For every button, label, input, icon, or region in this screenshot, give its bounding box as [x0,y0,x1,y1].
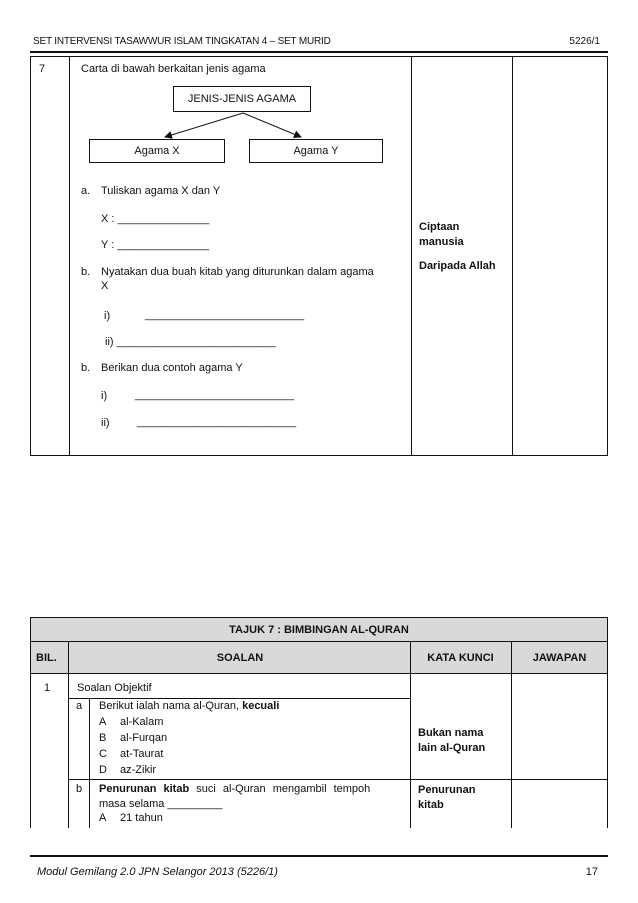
answer-line-b-i: __________________________ [145,309,305,321]
question-b-stem-line2: masa selama _________ [99,798,223,810]
column-divider [410,642,411,828]
header-jawapan: JAWAPAN [532,652,587,664]
footer-module-name: Modul Gemilang 2.0 JPN Selangor 2013 (5226/1) [37,866,278,878]
page-header-code: 5226/1 [569,36,600,47]
part-a-text: Tuliskan agama X dan Y [101,185,221,197]
question-b-label: b [76,783,83,795]
column-divider [68,642,69,828]
part-a-label: a. [81,185,91,197]
table-title: TAJUK 7 : BIMBINGAN AL-QURAN [30,618,608,642]
option-b-letter: B [99,732,107,744]
question-a-stem: Berikut ialah nama al-Quran, kecuali [99,700,280,712]
kata-kunci-line1: Ciptaan [419,221,460,233]
kata-kunci-line2: manusia [419,236,464,248]
part-b-label: b. [81,266,91,278]
answer-line-c-i: __________________________ [135,389,295,401]
tajuk-7-table [30,617,608,827]
answer-line-y: Y : _______________ [101,239,210,251]
header-soalan: SOALAN [216,652,264,664]
option-a-letter: A [99,716,107,728]
answer-line-b-ii: ii) __________________________ [105,336,276,348]
question-b-option-text: 21 tahun [120,812,163,824]
diagram-agama-x-box: Agama X [89,139,225,163]
header-kata-kunci: KATA KUNCI [427,652,494,664]
diagram-agama-y-box: Agama Y [249,139,383,163]
sub-label-divider [89,698,90,828]
header-bil: BIL. [36,652,57,664]
part-b-text-line2: X [101,280,109,292]
footer-rule [30,855,608,857]
kata-kunci-line3: Daripada Allah [419,260,496,272]
part-c-i-label: i) [101,390,108,402]
kata-kunci-b-line2: kitab [418,799,444,811]
page-number: 17 [585,866,598,878]
part-c-ii-label: ii) [101,417,110,429]
kata-kunci-a-line1: Bukan nama [418,727,484,739]
option-d-text: az-Zikir [120,764,157,776]
option-c-text: at-Taurat [120,748,164,760]
question-b-option-letter: A [99,812,107,824]
question-number: 7 [39,63,46,75]
part-c-label: b. [81,362,91,374]
row-divider [68,779,608,780]
row-divider [68,698,410,699]
part-c-text: Berikan dua contoh agama Y [101,362,243,374]
column-divider [511,642,512,828]
diagram-root-box: JENIS-JENIS AGAMA [173,86,311,112]
part-b-text-line1: Nyatakan dua buah kitab yang diturunkan dalam agama [101,266,374,278]
option-c-letter: C [99,748,107,760]
answer-line-x: X : _______________ [101,213,210,225]
header-rule [30,51,608,53]
question-7-table [30,56,608,456]
row-number: 1 [44,682,51,694]
option-d-letter: D [99,764,107,776]
question-b-stem-line1: Penurunan kitab suci al-Quran mengambil tempoh [99,783,371,795]
page-header-title: SET INTERVENSI TASAWWUR ISLAM TINGKATAN 4 – SET MURID [33,36,331,47]
row-title: Soalan Objektif [77,682,152,694]
option-b-text: al-Furqan [120,732,168,744]
kata-kunci-b-line1: Penurunan [418,784,476,796]
option-a-text: al-Kalam [120,716,164,728]
question-a-label: a [76,700,83,712]
kata-kunci-a-line2: lain al-Quran [418,742,486,754]
answer-line-c-ii: __________________________ [137,416,297,428]
part-b-i-label: i) [104,310,111,322]
question-intro: Carta di bawah berkaitan jenis agama [81,63,266,75]
